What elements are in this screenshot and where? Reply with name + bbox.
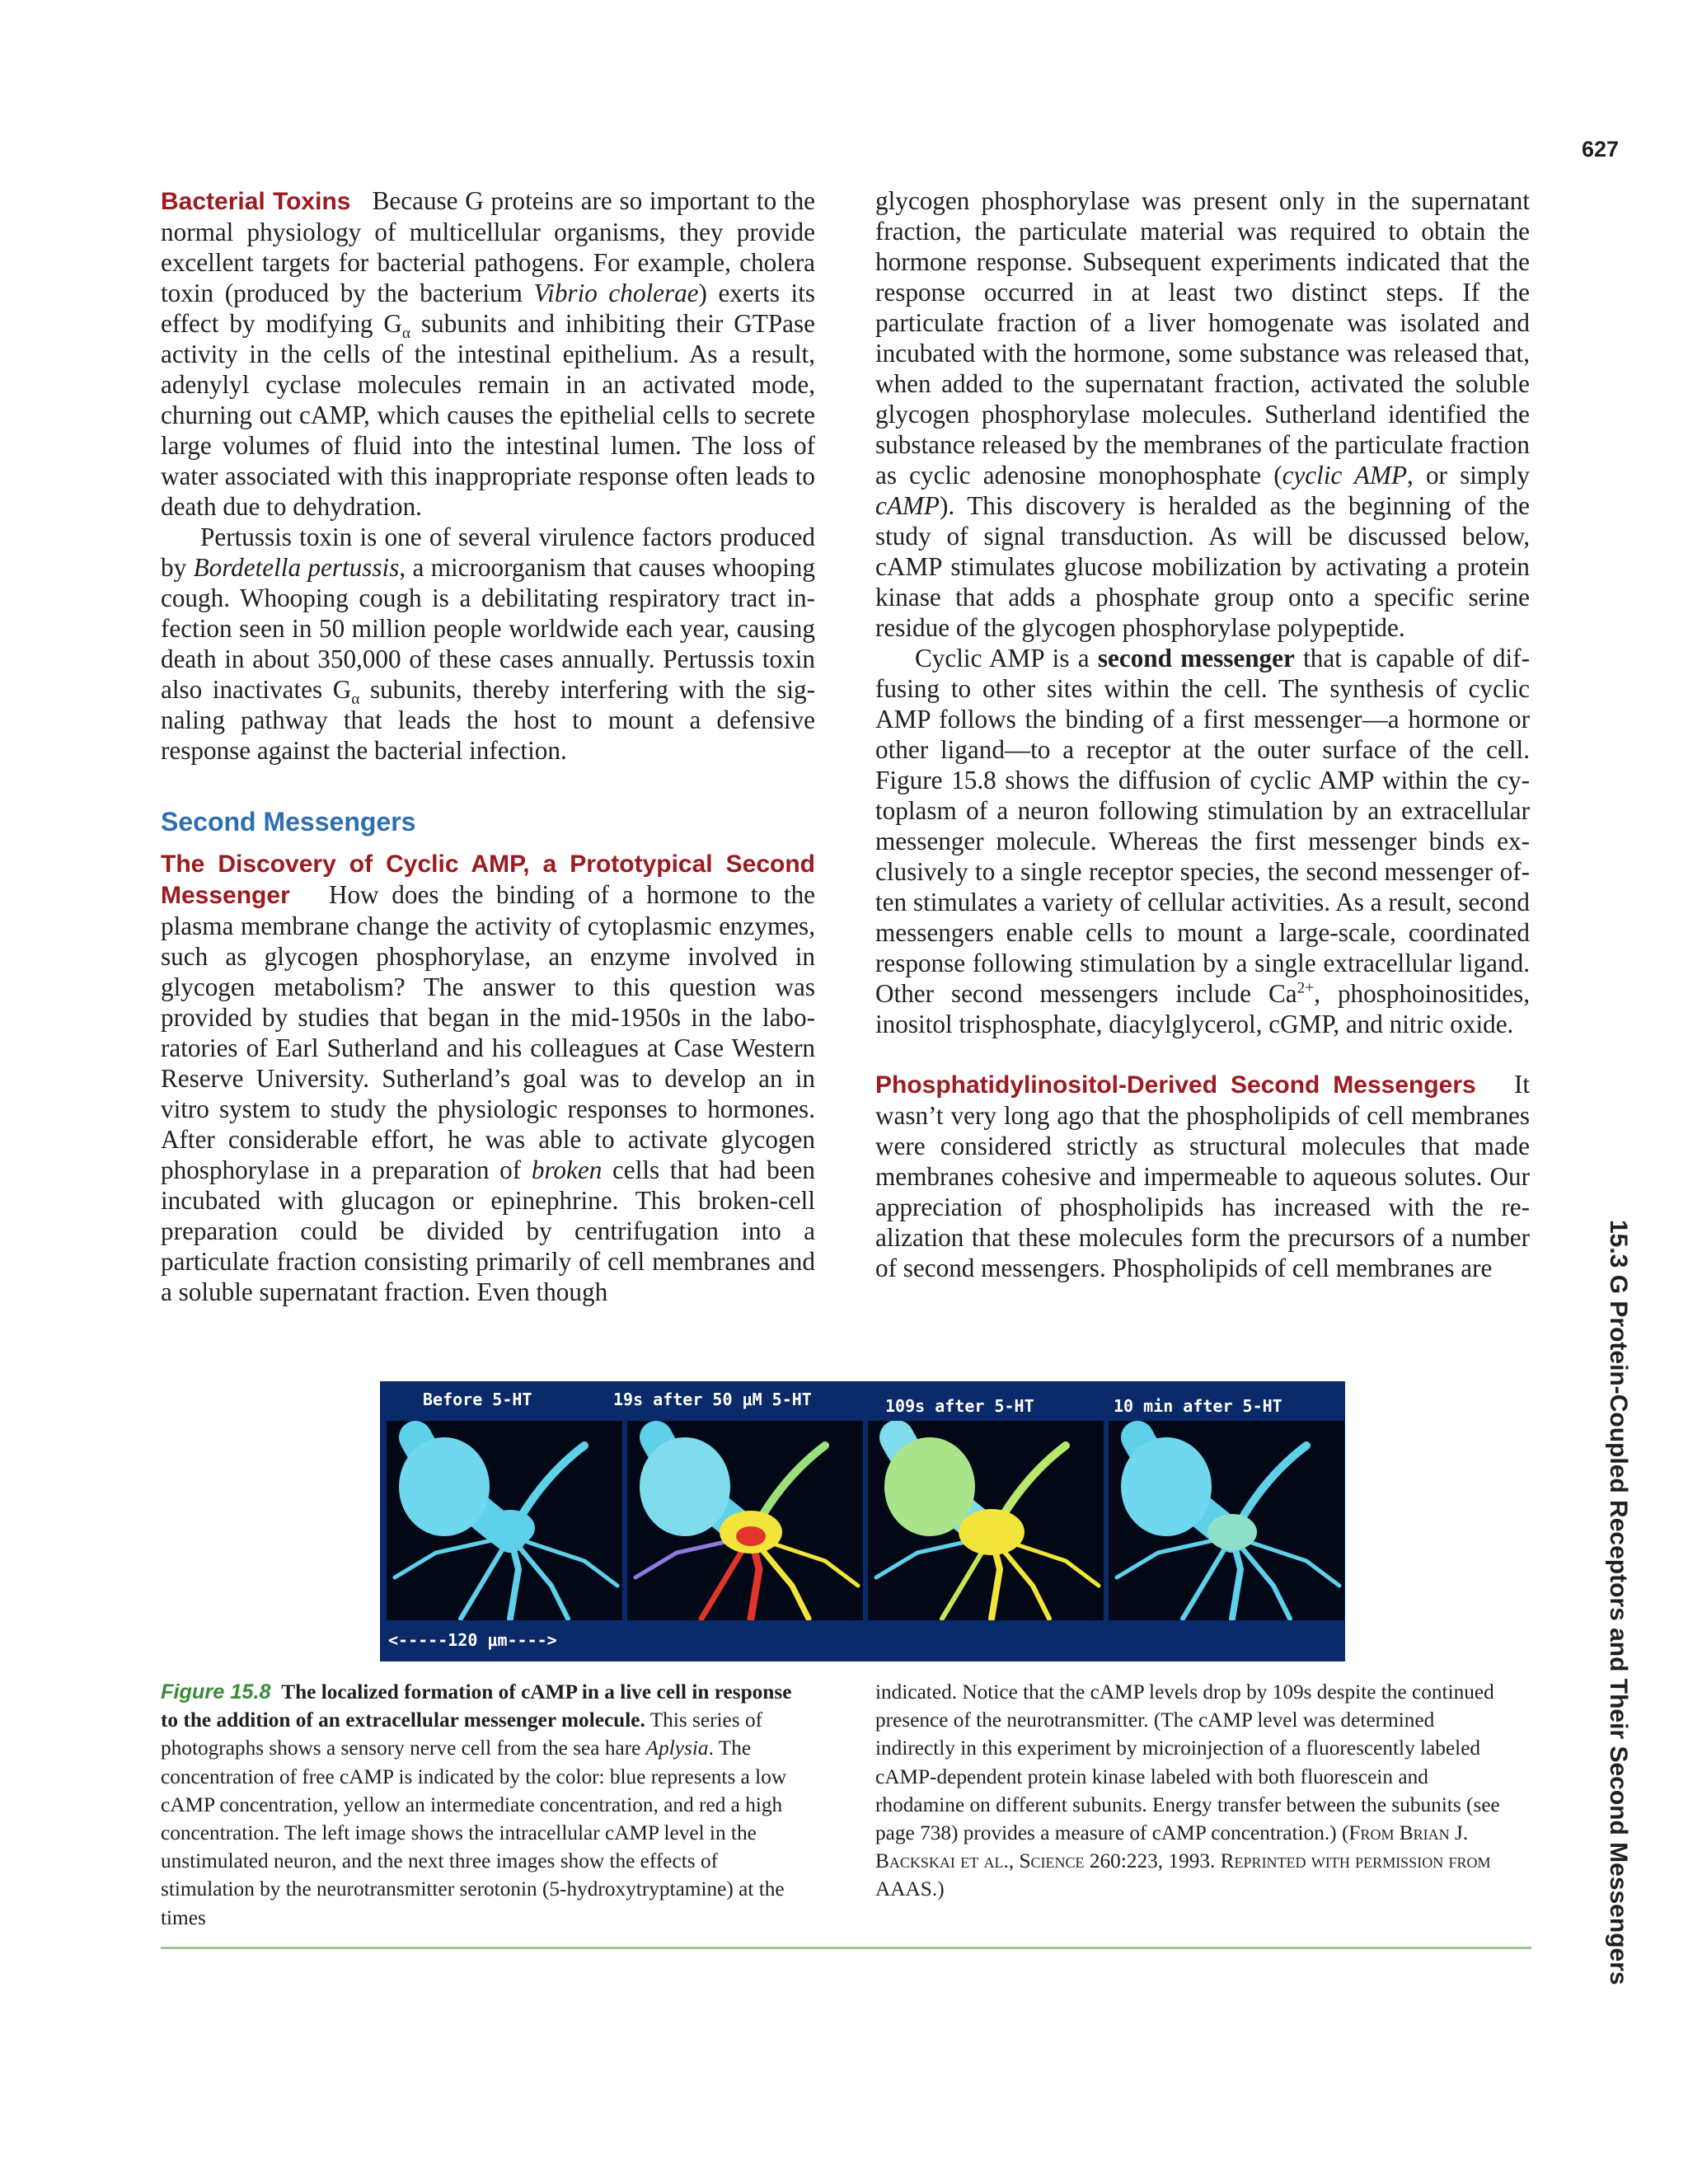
text-run: ) exerts its effect by modifying G: [161, 279, 816, 338]
second-messenger-paragraph: [875, 643, 1530, 1039]
emphasis: cyclic AMP: [1282, 461, 1407, 490]
chapter-section-tab: 15.3 G Protein-Coupled Receptors and Their Second Messengers: [1605, 1220, 1632, 1985]
species-name: Bordetella pertussis: [193, 553, 400, 582]
neuron-panel-109s: [868, 1421, 1104, 1620]
panel-label-3: 109s after 5-HT: [885, 1396, 1034, 1416]
text-run: Pertussis toxin is one of several virulence factors produced by: [161, 523, 815, 582]
panel-label-4: 10 min after 5-HT: [1114, 1396, 1282, 1416]
text-run: This series of photographs shows a sensory nerve cell from the sea hare: [161, 1708, 763, 1760]
figure-caption-right: [875, 1678, 1510, 1904]
text-run: indicated. Notice that the cAMP levels drop by 109s despite the continued presence of the neurotransmitter. (The cAMP level was determined indirectly in this experiment by microinjection of a fluorescently labeled cAMP-dependent protein kinase labeled with both fluorescein and rhodamine on different subunits. Energy transfer between the subunits (see page 738) provides a measure of cAMP concentration.) (: [875, 1680, 1500, 1845]
subscript: α: [351, 691, 360, 709]
neuron-image-2: [627, 1421, 863, 1620]
figure-label: Figure 15.8: [161, 1680, 271, 1704]
figure-caption-left: [161, 1678, 795, 1932]
species-name: Aplysia: [645, 1736, 709, 1760]
scale-bar-label: <-----120 μm---->: [388, 1630, 557, 1650]
panel-label-2: 19s after 50 μM 5-HT: [613, 1390, 812, 1409]
figure-title: The localized formation of cAMP in a live cell in response to the addition of an extracellular messenger molecule.: [161, 1680, 792, 1732]
neuron-panel-19s: [627, 1421, 863, 1620]
text-run: Cyclic AMP is a: [915, 644, 1098, 673]
neuron-image-1: [387, 1421, 622, 1620]
left-column: [161, 185, 815, 1307]
superscript: 2+: [1296, 979, 1315, 997]
text-run: cells that had been incubated with glucagon or epinephrine. This broken-cell preparation could be divided by centrifugation into a particulate fraction consisting primarily of cell membranes and a soluble supernatant fraction. Even though: [161, 1155, 815, 1306]
species-name: Vibrio cholerae: [533, 279, 699, 307]
discovery-paragraph: [161, 848, 815, 1307]
key-term: second messenger: [1097, 644, 1295, 673]
neuron-image-3: [868, 1421, 1104, 1620]
text-run: ): [937, 1877, 945, 1901]
text-run: subunits, thereby interfering with the signaling pathway that leads the host to mount a defensive response against the bacterial infection.: [161, 675, 815, 765]
pertussis-paragraph: [161, 522, 815, 766]
neuron-image-4: [1109, 1421, 1344, 1620]
figure-15-8-image: [380, 1381, 1345, 1661]
text-run: ). This discovery is heralded as the beginning of the study of signal transduction. As will be discussed below, cAMP stimulates glucose mobilization by activating a protein kinase that adds a phosphate group onto a specific serine residue of the glycogen phosphorylase polypeptide.: [875, 491, 1530, 642]
text-run: It wasn’t very long ago that the phospholipids of cell membranes were considered strictly as structural molecules that made membranes cohesive and impermeable to aqueous solutes. Our appreciation of phospholipids has increased with the realization that these molecules form the precursors of a number of second messengers. Phospholipids of cell membranes are: [875, 1070, 1530, 1282]
right-column: [875, 185, 1530, 1283]
subscript: α: [401, 325, 411, 343]
emphasis: broken: [531, 1155, 603, 1184]
phosphatidylinositol-paragraph: [875, 1069, 1530, 1283]
text-run: How does the binding of a hormone to the plasma membrane change the activity of cytoplasmic enzymes, such as glycogen phosphorylase, an enzyme involved in glycogen metabolism? The answer to this question was provided by studies that began in the mid-1950s in the laboratories of Earl Sutherland and his colleagues at Case Western Reserve University. Sutherland’s goal was to develop an in vitro system to study the physiologic responses to hormones. After considerable effort, he was able to activate glycogen phosphorylase in a preparation of: [161, 880, 816, 1184]
neuron-panel-10min: [1109, 1421, 1344, 1620]
page-number: 627: [1581, 137, 1619, 162]
text-run: that is capable of diffusing to other sites within the cell. The synthesis of cyclic AMP follows the binding of a first messenger—a hormone or other ligand—to a receptor at the outer surface of the cell. Figure 15.8 shows the diffusion of cyclic AMP within the cytoplasm of a neuron following stimulation by an extracellular messenger molecule. Whereas the first messenger binds exclusively to a single receptor species, the second messenger often stimulates a variety of cellular activities. As a result, second messengers enable cells to mount a large-scale, coordinated response following stimulation by a single extracellular ligand. Other second messengers include Ca: [875, 644, 1530, 1008]
text-run: , or simply: [1407, 461, 1530, 490]
text-run: glycogen phosphorylase was present only in the supernatant fraction, the particulate material was required to obtain the hormone response. Subsequent experiments indicated that the response occurred in at least two distinct steps. If the particulate fraction of a liver homogenate was isolated and incubated with the hormone, some substance was released that, when added to the supernatant fraction, activated the soluble glycogen phosphorylase molecules. Sutherland identified the substance released by the membranes of the particulate fraction as cyclic adenosine monophosphate (: [875, 186, 1530, 490]
second-messengers-heading: Second Messengers: [161, 807, 416, 837]
text-run: . The concentration of free cAMP is indicated by the color: blue represents a low cAMP concentration, yellow an intermediate concentration, and red a high concentration. The left image shows the intracellular cAMP level in the unstimulated neuron, and the next three images show the effects of stimulation by the neurotransmitter serotonin (5-hydroxytryptamine) at the times: [161, 1736, 787, 1929]
figure-credit: From Brian J. Backskai et al., Science 260:223, 1993. Reprinted with permission from AAAS.: [875, 1821, 1491, 1901]
bacterial-toxins-heading: Bacterial Toxins: [161, 188, 351, 215]
discovery-heading: The Discovery of Cyclic AMP, a Prototypical Second Messenger: [161, 851, 815, 909]
text-run: Because G proteins are so important to the normal physiology of multicellular organisms, they provide excellent targets for bacterial pathogens. For example, cholera toxin (produced by the bacterium: [161, 186, 816, 307]
text-run: , phosphoinositides, inositol trisphosphate, diacylglycerol, cGMP, and nitric oxide.: [875, 979, 1531, 1038]
bacterial-toxins-paragraph: [161, 185, 815, 522]
neuron-panel-before: [387, 1421, 622, 1620]
text-run: , a microorganism that causes whooping cough. Whooping cough is a debilitating respiratory tract infection seen in 50 million people worldwide each year, causing death in about 350,000 of these cases annually. Pertussis toxin also inactivates G: [161, 553, 815, 704]
caption-rule: [161, 1947, 1531, 1949]
emphasis: cAMP: [875, 491, 940, 520]
phosphatidylinositol-heading: Phosphatidylinositol-Derived Second Messengers: [875, 1071, 1476, 1099]
text-run: subunits and inhibiting their GTPase activity in the cells of the intestinal epithelium. As a result, adenylyl cyclase molecules remain in an activated mode, churning out cAMP, which causes the epithelial cells to secrete large volumes of fluid into the intestinal lumen. The loss of water associated with this inappropriate response often leads to death due to dehydration.: [161, 309, 815, 521]
panel-label-1: Before 5-HT: [423, 1390, 532, 1409]
sutherland-paragraph: [875, 185, 1530, 643]
